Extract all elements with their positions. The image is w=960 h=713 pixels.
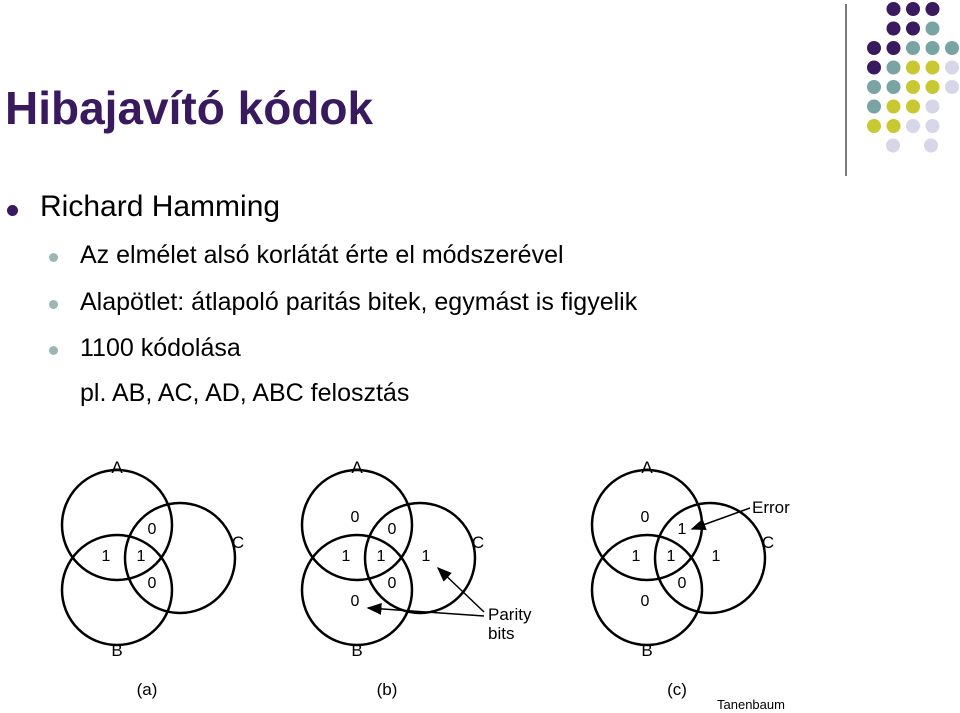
bit-value: 0 [350, 509, 360, 526]
slide-title: Hibajavító kódok [5, 82, 374, 134]
bit-value: 0 [387, 521, 397, 538]
bit-value: 1 [631, 548, 641, 565]
circle-label: C [231, 533, 245, 552]
decorative-dot [945, 41, 959, 55]
decorative-dot [867, 61, 881, 75]
decorative-dot [906, 119, 920, 133]
decorative-dot [867, 119, 881, 133]
decorative-dot [926, 61, 940, 75]
panel-caption: (b) [376, 680, 398, 699]
decorative-dot [886, 139, 900, 153]
decorative-dot [887, 100, 901, 114]
decorative-dot [945, 80, 959, 94]
decorative-dot [906, 80, 920, 94]
decorative-dot [906, 2, 920, 16]
bit-value: 0 [677, 575, 687, 592]
decorative-dot [945, 61, 959, 75]
decorative-dot [887, 61, 901, 75]
decorative-dot [887, 80, 901, 94]
annotation-label: Parity [488, 605, 532, 624]
decorative-vertical-line [845, 4, 847, 176]
bullet-level2: Az elmélet alsó korlátát érte el módszerével [80, 241, 564, 269]
annotation-arrow [438, 568, 484, 612]
decorative-dot [887, 41, 901, 55]
bit-value: 0 [640, 593, 650, 610]
circle-label: C [471, 533, 485, 552]
decorative-dot [926, 41, 940, 55]
decorative-dot [926, 80, 940, 94]
venn-panel-c [592, 458, 790, 699]
bit-value: 0 [387, 575, 397, 592]
decorative-dot [887, 2, 901, 16]
decorative-dot [906, 61, 920, 75]
decorative-dot [926, 100, 940, 114]
decorative-dot [926, 2, 940, 16]
decorative-dot [926, 119, 940, 133]
bullet-level2-continuation: pl. AB, AC, AD, ABC felosztás [80, 379, 410, 407]
venn-panel-b [302, 458, 532, 699]
decorative-dot [906, 22, 920, 36]
circle-label: A [351, 458, 363, 477]
decorative-dot [867, 41, 881, 55]
bit-value: 1 [341, 548, 351, 565]
decorative-dot [906, 41, 920, 55]
decorative-dot [924, 139, 938, 153]
bullet-level1: Richard Hamming [40, 190, 281, 223]
decorative-dot [926, 22, 940, 36]
circle-label: A [111, 458, 123, 477]
decorative-dot [867, 80, 881, 94]
figure-credit: Tanenbaum [717, 697, 785, 712]
bit-value: 0 [147, 521, 157, 538]
bit-value: 0 [640, 509, 650, 526]
bit-value: 1 [711, 548, 721, 565]
bit-value: 1 [421, 548, 431, 565]
circle-label: B [641, 641, 653, 660]
decorative-dot [867, 100, 881, 114]
venn-figure [0, 440, 960, 710]
bullet-level2: 1100 kódolása [80, 334, 241, 362]
decorative-dot [887, 22, 901, 36]
venn-panel-a [62, 458, 244, 699]
annotation-arrow [368, 608, 484, 616]
annotation-label: bits [488, 624, 515, 643]
annotation-label: Error [752, 498, 790, 517]
bit-value: 1 [677, 521, 687, 538]
bit-value: 1 [101, 548, 111, 565]
circle-label: C [761, 533, 775, 552]
bit-value: 0 [350, 593, 360, 610]
panel-caption: (a) [136, 680, 158, 699]
bit-value: 1 [376, 548, 386, 565]
bit-value: 0 [147, 575, 157, 592]
bit-value: 1 [666, 548, 676, 565]
panel-caption: (c) [667, 680, 687, 699]
decorative-dot [906, 100, 920, 114]
circle-label: B [351, 641, 363, 660]
bullet-level2: Alapötlet: átlapoló paritás bitek, egymást is figyelik [80, 288, 638, 316]
decorative-dot [887, 119, 901, 133]
bit-value: 1 [136, 548, 146, 565]
circle-label: A [641, 458, 653, 477]
circle-label: B [111, 641, 123, 660]
